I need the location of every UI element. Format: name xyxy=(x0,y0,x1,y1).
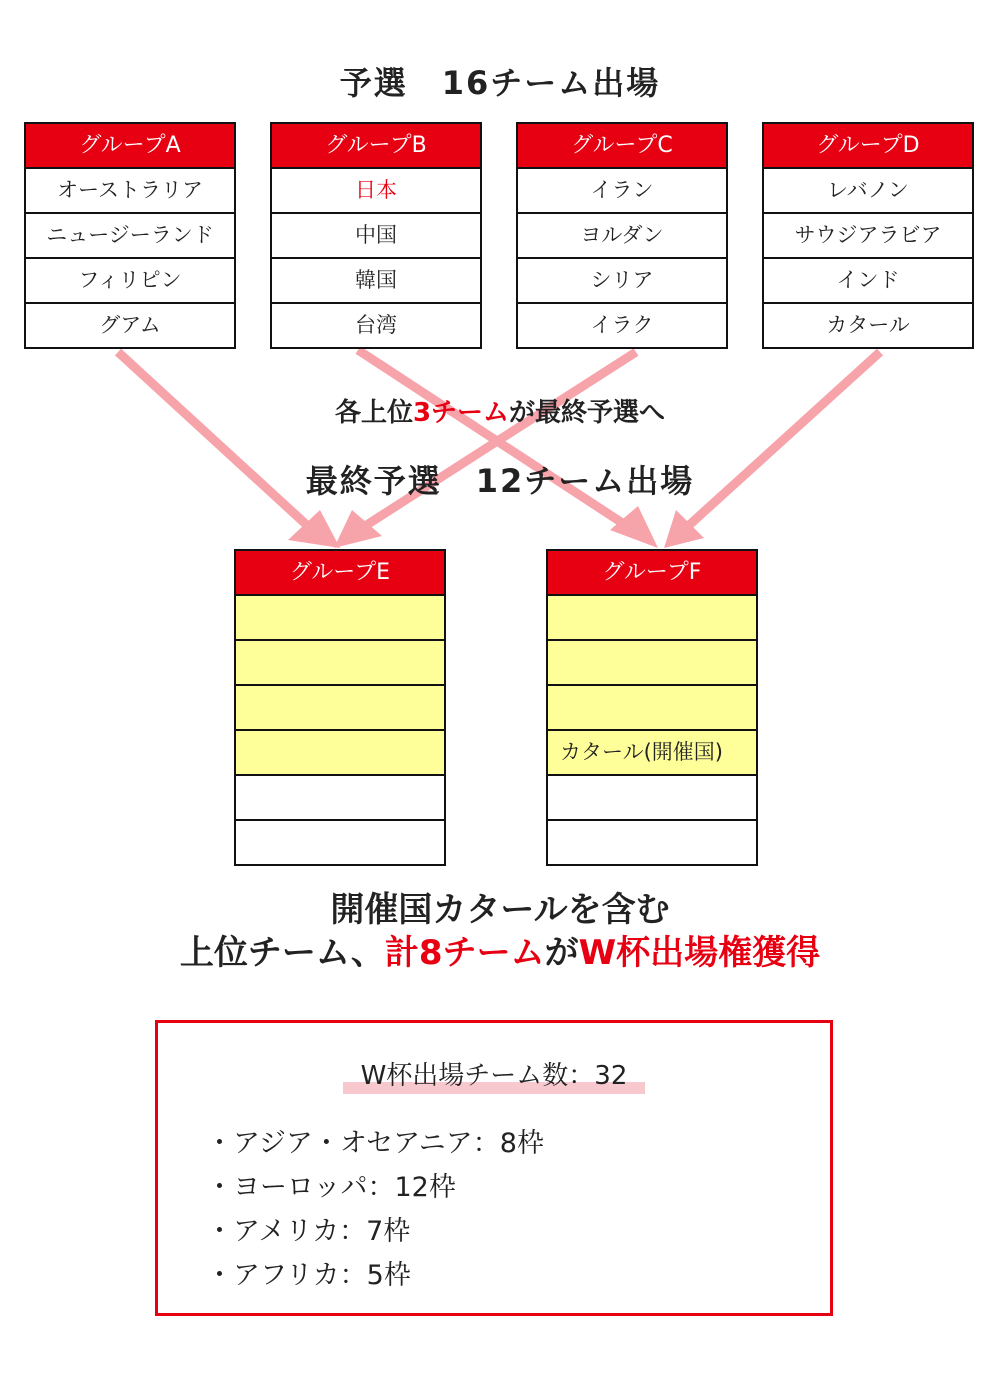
summary-pre: 上位チーム、 xyxy=(179,933,385,973)
team-cell: オーストラリア xyxy=(26,169,234,214)
summary-count: 計8チーム xyxy=(384,933,545,973)
quota-item: ・アフリカ：5枠 xyxy=(206,1260,411,1291)
quota-title-text: W杯出場チーム数：32 xyxy=(360,1061,628,1091)
team-cell-highlight: 日本 xyxy=(272,169,480,214)
team-slot xyxy=(236,821,444,864)
qualify-slot xyxy=(236,686,444,731)
group-header: グループE xyxy=(236,551,444,596)
qualify-slot xyxy=(236,596,444,641)
qualify-slot xyxy=(548,686,756,731)
quota-item: ・アメリカ：7枠 xyxy=(206,1216,411,1247)
group-c-table xyxy=(516,122,728,349)
team-slot xyxy=(548,821,756,864)
team-cell: ニュージーランド xyxy=(26,214,234,259)
quota-box xyxy=(155,1020,833,1316)
group-b-table xyxy=(270,122,482,349)
team-cell: イラン xyxy=(518,169,726,214)
quota-item: ・ヨーロッパ：12枠 xyxy=(206,1172,456,1203)
group-header: グループB xyxy=(272,124,480,169)
quota-title xyxy=(158,1055,830,1092)
qualify-slot xyxy=(236,731,444,776)
team-cell: 韓国 xyxy=(272,259,480,304)
group-header: グループC xyxy=(518,124,726,169)
group-header: グループF xyxy=(548,551,756,596)
team-cell: サウジアラビア xyxy=(764,214,972,259)
team-cell: レバノン xyxy=(764,169,972,214)
team-slot xyxy=(236,776,444,821)
advance-note-highlight: 3チーム xyxy=(412,398,510,428)
team-cell: グアム xyxy=(99,313,161,337)
qualify-slot xyxy=(236,641,444,686)
quota-item: ・アジア・オセアニア：8枠 xyxy=(206,1128,544,1159)
qualify-slot xyxy=(548,641,756,686)
group-header: グループD xyxy=(764,124,972,169)
advance-note-pre: 各上位 xyxy=(334,398,413,428)
summary-result: W杯出場権獲得 xyxy=(578,933,821,973)
advance-note-post: が最終予選へ xyxy=(509,398,666,428)
team-slot xyxy=(548,776,756,821)
group-f-table xyxy=(546,549,758,866)
team-cell: フィリピン xyxy=(26,259,234,304)
team-cell: ヨルダン xyxy=(518,214,726,259)
host-slot: カタール(開催国) xyxy=(548,731,756,776)
team-cell: 台湾 xyxy=(355,313,397,337)
team-cell: イラク xyxy=(590,313,654,337)
advance-note xyxy=(0,392,1000,429)
team-cell: 中国 xyxy=(272,214,480,259)
group-a-table xyxy=(24,122,236,349)
group-header: グループA xyxy=(26,124,234,169)
group-e-table xyxy=(234,549,446,866)
qualify-slot xyxy=(548,596,756,641)
summary-line-1: 開催国カタールを含む xyxy=(330,890,670,930)
team-cell: シリア xyxy=(518,259,726,304)
summary-mid: が xyxy=(544,933,579,973)
group-d-table xyxy=(762,122,974,349)
team-cell: インド xyxy=(764,259,972,304)
summary-line-2 xyxy=(0,930,1000,976)
final-title: 最終予選 12チーム出場 xyxy=(305,462,695,500)
team-cell: カタール xyxy=(826,313,910,337)
prelim-title: 予選 16チーム出場 xyxy=(339,64,661,102)
